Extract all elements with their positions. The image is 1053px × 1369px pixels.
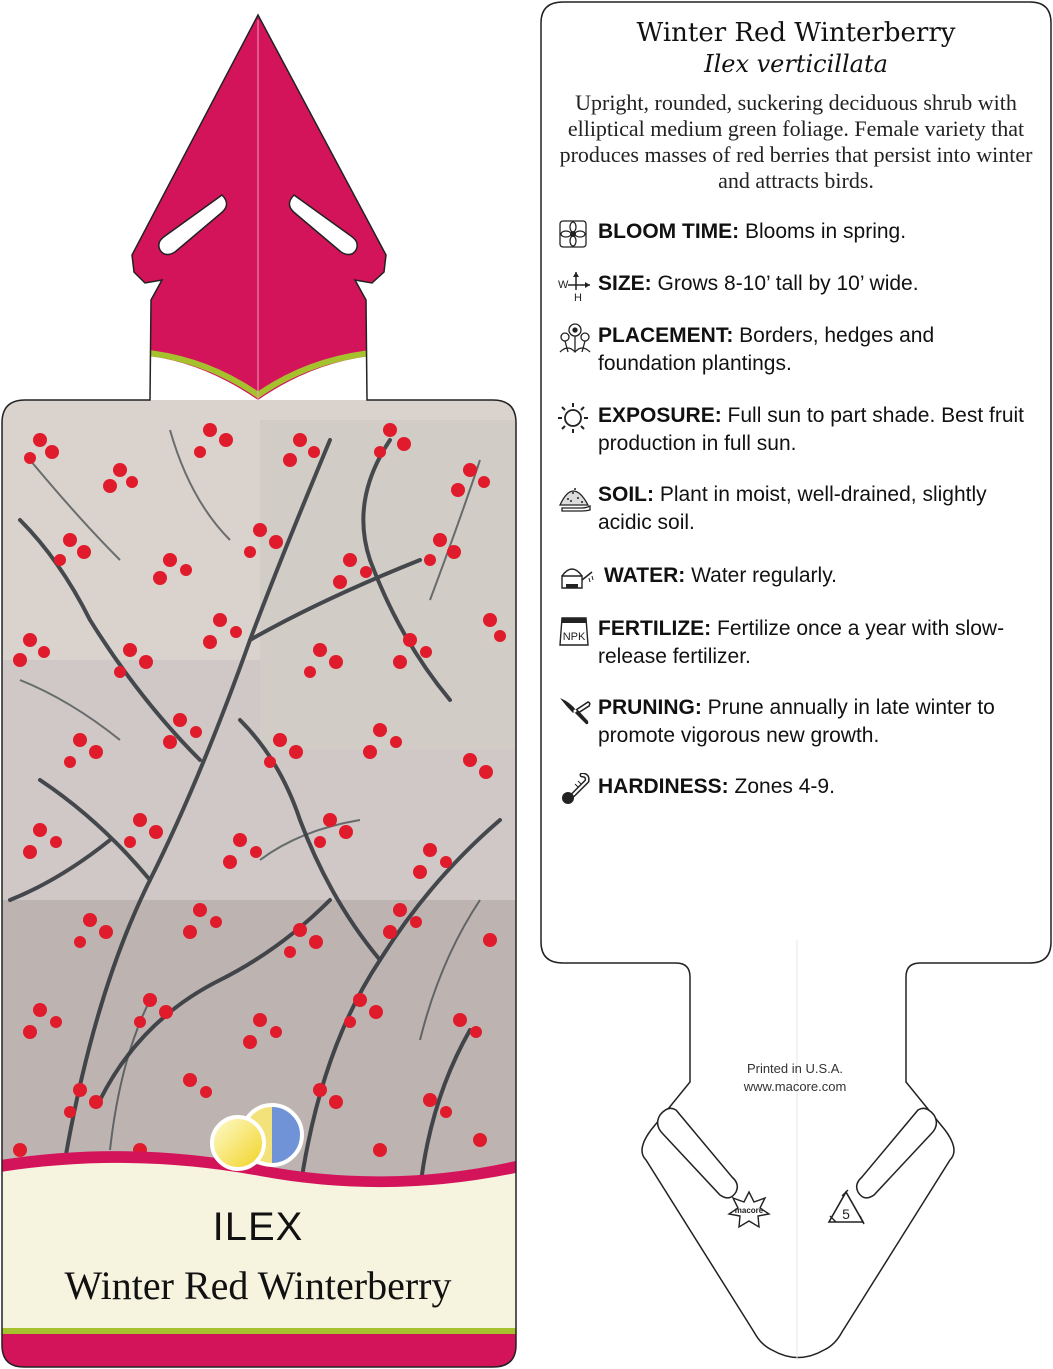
front-common-name: Winter Red Winterberry xyxy=(64,1263,452,1308)
plant-photo xyxy=(0,400,520,1190)
care-hardiness: HARDINESS: Zones 4-9. xyxy=(556,773,1036,801)
npk-icon-text: NPK xyxy=(562,631,586,643)
back-tag xyxy=(520,0,1053,1369)
website: www.macore.com xyxy=(743,1079,847,1094)
printed-in: Printed in U.S.A. xyxy=(746,1061,844,1076)
front-tag xyxy=(0,0,520,1369)
care-size: W H SIZE: Grows 8-10’ tall by 10’ wide. xyxy=(558,272,919,302)
header-band xyxy=(0,0,520,420)
lime-stripe-bottom xyxy=(0,1328,520,1334)
watering-can-icon xyxy=(556,562,594,594)
size-arrows-icon xyxy=(556,270,594,302)
soil-trowel-icon xyxy=(556,481,594,513)
macore-logo-text: macore xyxy=(734,1206,764,1215)
care-exposure: EXPOSURE: Full sun to part shade. Best fruit production in full sun. xyxy=(556,402,1036,458)
care-bloom: BLOOM TIME: Blooms in spring. xyxy=(556,218,1036,246)
care-water: WATER: Water regularly. xyxy=(556,562,1036,590)
care-fertilize: NPK FERTILIZE: Fertilize once a year with slow-release fertilizer. xyxy=(556,615,1036,671)
pruning-shears-icon xyxy=(556,694,594,726)
sun-icon xyxy=(556,402,594,434)
back-latin-name: Ilex verticillata xyxy=(704,50,888,78)
care-pruning: PRUNING: Prune annually in late winter to promote vigorous new growth. xyxy=(556,694,1036,750)
recycle-number: 5 xyxy=(842,1206,850,1222)
size-icon-w: W xyxy=(558,279,569,291)
flowers-icon xyxy=(556,322,594,354)
back-title: Winter Red Winterberry xyxy=(636,18,956,48)
thermometer-icon xyxy=(556,773,594,805)
size-icon-h: H xyxy=(574,292,582,302)
npk-bag-icon xyxy=(556,615,594,647)
care-soil: SOIL: Plant in moist, well-drained, slightly acidic soil. xyxy=(556,481,1036,537)
care-placement: PLACEMENT: Borders, hedges and foundation plantings. xyxy=(556,322,1036,378)
flower-icon xyxy=(556,218,594,250)
front-genus: ILEX xyxy=(212,1205,304,1249)
back-description: Upright, rounded, suckering deciduous shrub with elliptical medium green foliage. Female variety that produces masses of red berries that persist into winter and attracts birds. xyxy=(559,90,1033,193)
